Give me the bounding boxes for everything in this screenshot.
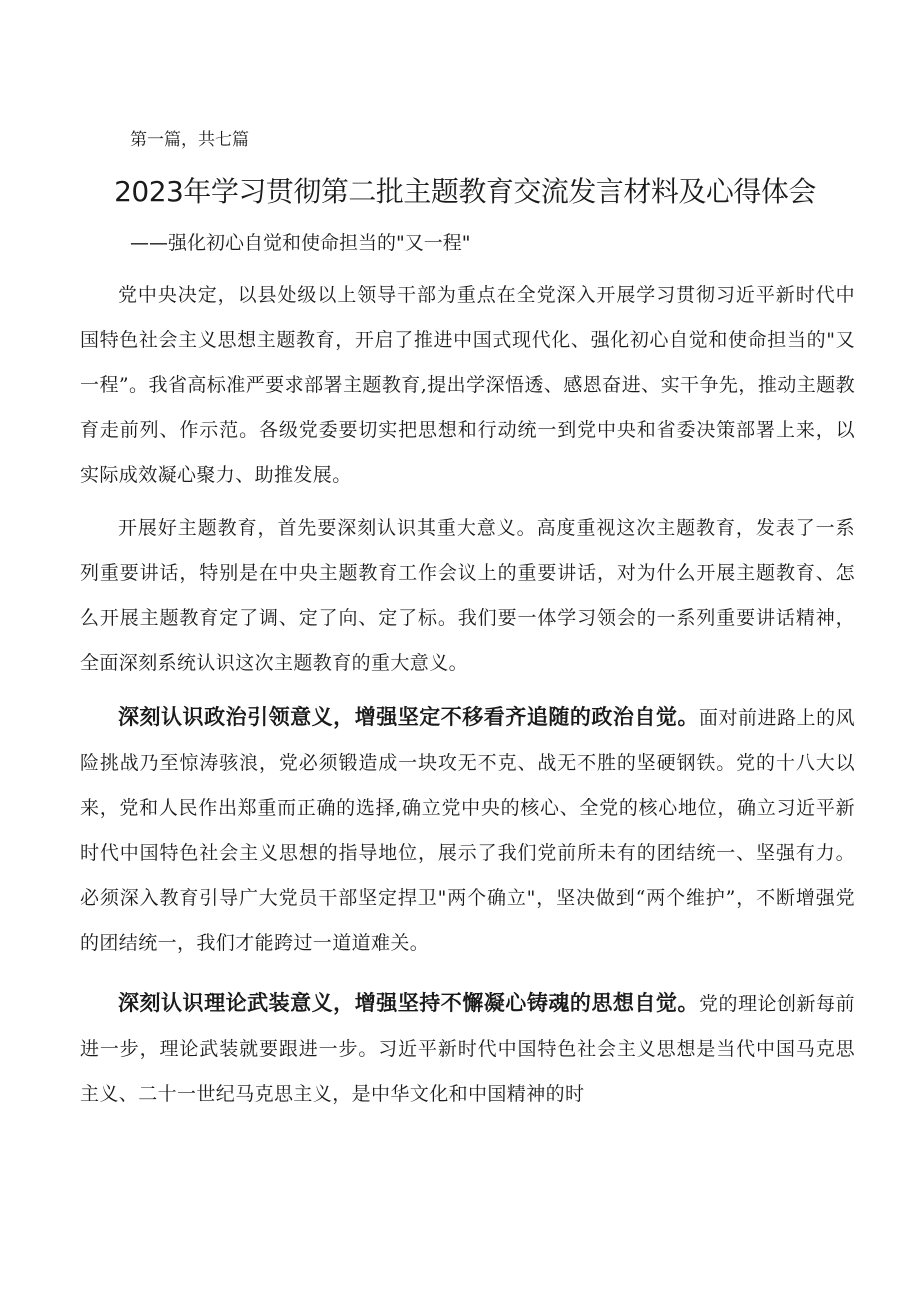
- paragraph-2: [80, 506, 855, 686]
- document-subtitle: ——强化初心自觉和使命担当的"又一程": [130, 232, 471, 254]
- document-body: [80, 273, 855, 1117]
- paragraph-text: 开展好主题教育，首先要深刻认识其重大意义。高度重视这次主题教育，发表了一系列重要讲话，特别是在中央主题教育工作会议上的重要讲话，对为什么开展主题教育、怎么开展主题教育定了调、定了向、定了标。我们要一体学习领会的一系列重要讲话精神，全面深刻系统认识这次主题教育的重大意义。: [80, 517, 855, 674]
- paragraph-3: [80, 694, 855, 966]
- paragraph-lead: 深刻认识政治引领意义，增强坚定不移看齐追随的政治自觉。: [118, 704, 699, 729]
- paragraph-text: 党中央决定，以县处级以上领导干部为重点在全党深入开展学习贯彻习近平新时代中国特色社会主义思想主题教育，开启了推进中国式现代化、强化初心自觉和使命担当的"又一程”。我省高标准严要求部署主题教育,提出学深悟透、感恩奋进、实干争先，推动主题教育走前列、作示范。各级党委要切实把思想和行动统一到党中央和省委决策部署上来，以实际成效凝心聚力、助推发展。: [80, 284, 855, 486]
- section-label: 第一篇，共七篇: [130, 130, 249, 150]
- paragraph-text: 党的理论创新每前进一步，理论武装就要跟进一步。习近平新时代中国特色社会主义思想是当代中国马克思主义、二十一世纪马克思主义，是中华文化和中国精神的时: [80, 993, 855, 1105]
- paragraph-text: 面对前进路上的风险挑战乃至惊涛骇浪，党必须锻造成一块攻无不克、战无不胜的坚硬钢铁。党的十八大以来，党和人民作出郑重而正确的选择,确立党中央的核心、全党的核心地位，确立习近平新时代中国特色社会主义思想的指导地位，展示了我们党前所未有的团结统一、坚强有力。必须深入教育引导广大党员干部坚定捍卫"两个确立"，坚决做到“两个维护”，不断增强党的团结统一，我们才能跨过一道道难关。: [80, 707, 855, 954]
- document-title: 2023年学习贯彻第二批主题教育交流发言材料及心得体会: [114, 175, 816, 208]
- paragraph-lead: 深刻认识理论武装意义，增强坚持不懈凝心铸魂的思想自觉。: [118, 990, 699, 1015]
- paragraph-1: [80, 273, 855, 498]
- paragraph-4: [80, 980, 855, 1117]
